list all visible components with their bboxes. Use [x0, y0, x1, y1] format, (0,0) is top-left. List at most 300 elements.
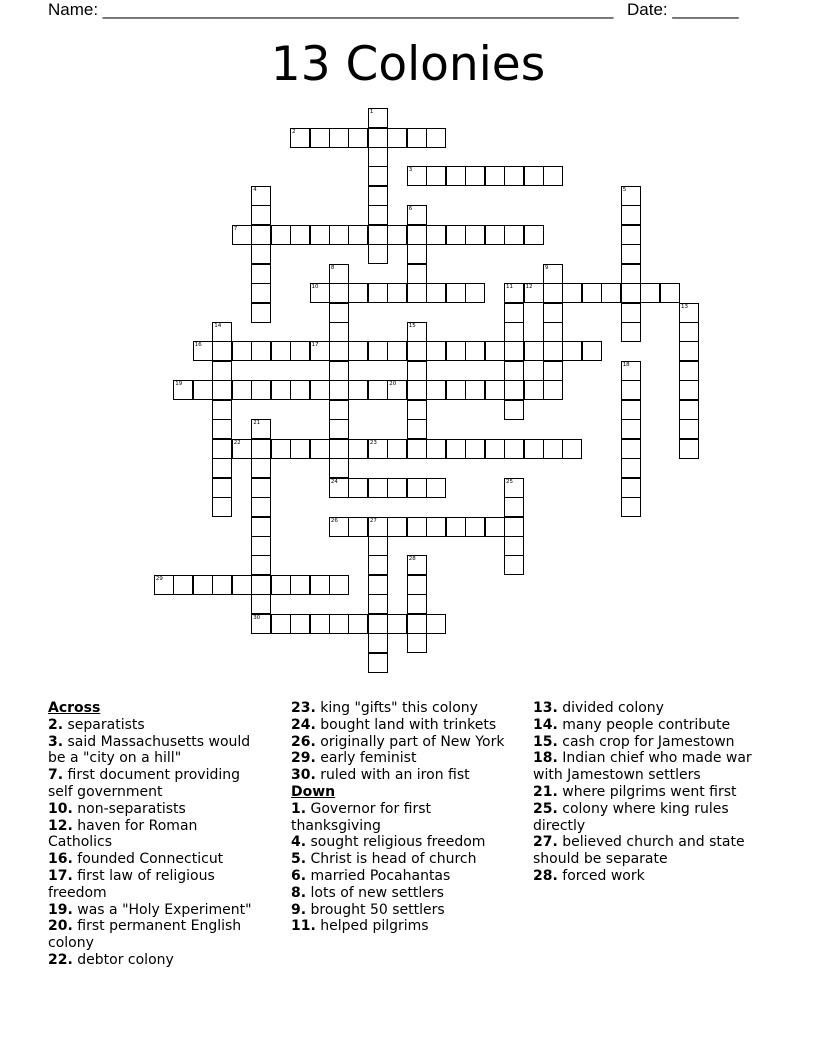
crossword-cell[interactable] — [368, 108, 388, 128]
crossword-cell[interactable] — [173, 380, 193, 400]
clue-text: non-separatists — [72, 800, 186, 817]
crossword-cell[interactable] — [621, 400, 641, 420]
crossword-cell[interactable] — [562, 439, 582, 459]
clue-number: 15. — [533, 733, 558, 750]
crossword-cell[interactable] — [251, 614, 271, 634]
crossword-cell[interactable] — [465, 439, 485, 459]
crossword-cell[interactable] — [621, 439, 641, 459]
clue-text: forced work — [557, 867, 645, 884]
crossword-cell[interactable] — [251, 478, 271, 498]
clue-text: many people contribute — [557, 716, 731, 733]
crossword-cell[interactable] — [387, 225, 407, 245]
crossword-cell[interactable] — [485, 439, 505, 459]
crossword-cell[interactable] — [407, 400, 427, 420]
cell-number: 26 — [330, 517, 338, 524]
crossword-cell[interactable] — [679, 341, 699, 361]
crossword-cell[interactable] — [290, 128, 310, 148]
cell-number: 23 — [369, 439, 377, 446]
crossword-cell[interactable] — [310, 439, 330, 459]
crossword-cell[interactable] — [485, 517, 505, 537]
crossword-cell[interactable] — [329, 225, 349, 245]
crossword-cell[interactable] — [212, 341, 232, 361]
crossword-cell[interactable] — [232, 380, 252, 400]
crossword-cell[interactable] — [426, 478, 446, 498]
crossword-cell[interactable] — [290, 225, 310, 245]
crossword-cell[interactable] — [446, 283, 466, 303]
crossword-cell[interactable] — [446, 225, 466, 245]
crossword-cell[interactable] — [679, 303, 699, 323]
crossword-cell[interactable] — [504, 303, 524, 323]
crossword-cell[interactable] — [621, 458, 641, 478]
crossword-cell[interactable] — [504, 166, 524, 186]
clue-text: Indian chief who made war with Jamestown settlers — [533, 750, 752, 784]
crossword-cell[interactable] — [640, 283, 660, 303]
clue-item — [48, 734, 263, 768]
cell-number: 1 — [369, 109, 374, 115]
crossword-cell[interactable] — [368, 478, 388, 498]
crossword-cell[interactable] — [387, 439, 407, 459]
crossword-cell[interactable] — [562, 341, 582, 361]
crossword-cell[interactable] — [407, 614, 427, 634]
clue-item — [533, 784, 768, 801]
crossword-cell[interactable] — [562, 283, 582, 303]
crossword-cell[interactable] — [348, 380, 368, 400]
crossword-cell[interactable] — [426, 283, 446, 303]
cell-number: 24 — [330, 478, 338, 485]
clue-item — [291, 868, 521, 885]
crossword-cell[interactable] — [446, 341, 466, 361]
crossword-cell[interactable] — [251, 283, 271, 303]
crossword-cell[interactable] — [679, 419, 699, 439]
crossword-cell[interactable] — [660, 283, 680, 303]
clue-item — [291, 767, 521, 784]
clue-item — [291, 750, 521, 767]
clue-number: 3. — [48, 733, 64, 750]
clue-item — [533, 801, 768, 835]
crossword-cell[interactable] — [679, 439, 699, 459]
crossword-cell[interactable] — [524, 283, 544, 303]
crossword-cell[interactable] — [621, 303, 641, 323]
crossword-cell[interactable] — [504, 478, 524, 498]
crossword-cell[interactable] — [290, 380, 310, 400]
crossword-cell[interactable] — [251, 458, 271, 478]
crossword-cell[interactable] — [368, 225, 388, 245]
crossword-cell[interactable] — [271, 614, 291, 634]
crossword-cell[interactable] — [310, 380, 330, 400]
crossword-cell[interactable] — [621, 380, 641, 400]
crossword-cell[interactable] — [212, 458, 232, 478]
crossword-cell[interactable] — [543, 380, 563, 400]
crossword-cell[interactable] — [504, 225, 524, 245]
clue-item — [291, 885, 521, 902]
crossword-cell[interactable] — [601, 283, 621, 303]
crossword-cell[interactable] — [504, 536, 524, 556]
clue-text: divided colony — [557, 700, 664, 716]
crossword-cell[interactable] — [251, 497, 271, 517]
crossword-cell[interactable] — [348, 225, 368, 245]
crossword-cell[interactable] — [504, 283, 524, 303]
crossword-cell[interactable] — [504, 497, 524, 517]
crossword-cell[interactable] — [679, 400, 699, 420]
crossword-cell[interactable] — [504, 555, 524, 575]
crossword-cell[interactable] — [543, 283, 563, 303]
crossword-cell[interactable] — [329, 361, 349, 381]
clue-item — [48, 851, 263, 868]
crossword-cell[interactable] — [465, 283, 485, 303]
crossword-cell[interactable] — [251, 594, 271, 614]
crossword-cell[interactable] — [504, 517, 524, 537]
crossword-cell[interactable] — [368, 283, 388, 303]
crossword-cell[interactable] — [329, 303, 349, 323]
crossword-cell[interactable] — [329, 439, 349, 459]
crossword-cell[interactable] — [387, 478, 407, 498]
clue-number: 19. — [48, 901, 73, 918]
clue-number: 10. — [48, 800, 73, 817]
clue-text: helped pilgrims — [315, 918, 429, 935]
crossword-cell[interactable] — [212, 575, 232, 595]
clue-item — [291, 851, 521, 868]
crossword-cell[interactable] — [543, 322, 563, 342]
clue-item — [48, 952, 263, 969]
crossword-cell[interactable] — [407, 419, 427, 439]
crossword-cell[interactable] — [407, 283, 427, 303]
crossword-cell[interactable] — [251, 380, 271, 400]
crossword-cell[interactable] — [621, 264, 641, 284]
crossword-cell[interactable] — [407, 244, 427, 264]
crossword-cell[interactable] — [310, 341, 330, 361]
crossword-cell[interactable] — [212, 322, 232, 342]
crossword-cell[interactable] — [621, 419, 641, 439]
crossword-cell[interactable] — [251, 205, 271, 225]
crossword-cell[interactable] — [329, 380, 349, 400]
crossword-cell[interactable] — [193, 380, 213, 400]
crossword-cell[interactable] — [212, 380, 232, 400]
crossword-cell[interactable] — [368, 517, 388, 537]
crossword-cell[interactable] — [329, 322, 349, 342]
crossword-cell[interactable] — [426, 614, 446, 634]
crossword-cell[interactable] — [310, 225, 330, 245]
crossword-cell[interactable] — [621, 244, 641, 264]
crossword-cell[interactable] — [251, 186, 271, 206]
crossword-cell[interactable] — [368, 633, 388, 653]
clue-number: 21. — [533, 783, 558, 800]
crossword-cell[interactable] — [504, 322, 524, 342]
crossword-cell[interactable] — [465, 225, 485, 245]
crossword-cell[interactable] — [446, 166, 466, 186]
crossword-cell[interactable] — [679, 322, 699, 342]
crossword-cell[interactable] — [504, 400, 524, 420]
clue-number: 23. — [291, 700, 316, 716]
crossword-cell[interactable] — [407, 205, 427, 225]
clue-item — [48, 717, 263, 734]
crossword-cell[interactable] — [251, 341, 271, 361]
crossword-cell[interactable] — [368, 380, 388, 400]
crossword-cell[interactable] — [504, 380, 524, 400]
clue-item — [533, 868, 768, 885]
crossword-cell[interactable] — [465, 380, 485, 400]
crossword-cell[interactable] — [290, 341, 310, 361]
crossword-cell[interactable] — [251, 244, 271, 264]
name-field-label[interactable]: Name: ______________________________________________________ — [48, 0, 614, 19]
crossword-cell[interactable] — [524, 439, 544, 459]
crossword-cell[interactable] — [368, 186, 388, 206]
crossword-cell[interactable] — [212, 497, 232, 517]
crossword-cell[interactable] — [173, 575, 193, 595]
clue-text: was a "Holy Experiment" — [72, 901, 252, 918]
crossword-cell[interactable] — [407, 380, 427, 400]
crossword-cell[interactable] — [407, 322, 427, 342]
crossword-cell[interactable] — [407, 594, 427, 614]
crossword-cell[interactable] — [485, 380, 505, 400]
crossword-cell[interactable] — [407, 478, 427, 498]
crossword-cell[interactable] — [193, 341, 213, 361]
crossword-cell[interactable] — [212, 419, 232, 439]
crossword-cell[interactable] — [329, 264, 349, 284]
crossword-cell[interactable] — [426, 439, 446, 459]
crossword-cell[interactable] — [524, 225, 544, 245]
crossword-cell[interactable] — [407, 128, 427, 148]
crossword-cell[interactable] — [329, 458, 349, 478]
crossword-cell[interactable] — [348, 128, 368, 148]
cell-number: 14 — [214, 322, 222, 329]
crossword-cell[interactable] — [271, 439, 291, 459]
clue-text: first permanent English colony — [48, 918, 242, 952]
clue-number: 9. — [291, 901, 307, 918]
clue-text: Governor for first thanksgiving — [291, 800, 432, 834]
crossword-cell[interactable] — [310, 128, 330, 148]
crossword-cell[interactable] — [504, 361, 524, 381]
crossword-cell[interactable] — [290, 575, 310, 595]
crossword-cell[interactable] — [329, 614, 349, 634]
crossword-cell[interactable] — [329, 341, 349, 361]
crossword-cell[interactable] — [485, 166, 505, 186]
crossword-cell[interactable] — [387, 517, 407, 537]
clue-number: 20. — [48, 918, 73, 935]
crossword-cell[interactable] — [524, 380, 544, 400]
crossword-cell[interactable] — [407, 166, 427, 186]
crossword-cell[interactable] — [582, 341, 602, 361]
crossword-cell[interactable] — [679, 361, 699, 381]
cell-number: 16 — [194, 342, 202, 349]
crossword-cell[interactable] — [426, 225, 446, 245]
crossword-cell[interactable] — [621, 225, 641, 245]
crossword-cell[interactable] — [465, 166, 485, 186]
crossword-cell[interactable] — [329, 400, 349, 420]
crossword-cell[interactable] — [251, 419, 271, 439]
crossword-cell[interactable] — [387, 283, 407, 303]
crossword-cell[interactable] — [368, 147, 388, 167]
crossword-cell[interactable] — [232, 575, 252, 595]
crossword-cell[interactable] — [251, 517, 271, 537]
date-field-label[interactable]: Date: _______ — [627, 0, 739, 19]
cell-number: 12 — [525, 284, 533, 290]
crossword-cell[interactable] — [329, 283, 349, 303]
crossword-cell[interactable] — [251, 555, 271, 575]
cell-number: 11 — [506, 284, 513, 290]
crossword-cell[interactable] — [621, 186, 641, 206]
crossword-cell[interactable] — [232, 225, 252, 245]
crossword-cell[interactable] — [621, 478, 641, 498]
crossword-cell[interactable] — [621, 361, 641, 381]
crossword-cell[interactable] — [348, 283, 368, 303]
crossword-cell[interactable] — [543, 264, 563, 284]
crossword-cell[interactable] — [582, 283, 602, 303]
crossword-cell[interactable] — [426, 380, 446, 400]
clue-text: haven for Roman Catholics — [48, 817, 198, 851]
crossword-cell[interactable] — [368, 205, 388, 225]
clue-text: colony where king rules directly — [533, 800, 729, 834]
crossword-cell[interactable] — [426, 166, 446, 186]
crossword-cell[interactable] — [426, 517, 446, 537]
crossword-cell[interactable] — [271, 380, 291, 400]
crossword-cell[interactable] — [621, 322, 641, 342]
crossword-cell[interactable] — [543, 361, 563, 381]
crossword-cell[interactable] — [407, 439, 427, 459]
crossword-cell[interactable] — [329, 478, 349, 498]
crossword-cell[interactable] — [407, 264, 427, 284]
crossword-cell[interactable] — [329, 128, 349, 148]
clue-item — [291, 834, 521, 851]
crossword-cell[interactable] — [251, 575, 271, 595]
crossword-cell[interactable] — [329, 575, 349, 595]
crossword-cell[interactable] — [621, 205, 641, 225]
crossword-cell[interactable] — [290, 614, 310, 634]
across-heading: Across — [48, 700, 101, 716]
crossword-cell[interactable] — [387, 341, 407, 361]
clue-item — [291, 902, 521, 919]
crossword-cell[interactable] — [621, 497, 641, 517]
clue-item — [533, 700, 768, 717]
clue-item — [48, 868, 263, 902]
crossword-cell[interactable] — [251, 536, 271, 556]
crossword-cell[interactable] — [329, 517, 349, 537]
crossword-cell[interactable] — [348, 341, 368, 361]
clue-number: 1. — [291, 800, 307, 817]
crossword-cell[interactable] — [290, 439, 310, 459]
clue-item — [48, 902, 263, 919]
clue-number: 30. — [291, 767, 316, 784]
crossword-cell[interactable] — [310, 283, 330, 303]
crossword-cell[interactable] — [368, 555, 388, 575]
crossword-cell[interactable] — [543, 303, 563, 323]
crossword-cell[interactable] — [524, 341, 544, 361]
clue-item — [48, 918, 263, 952]
crossword-cell[interactable] — [348, 517, 368, 537]
crossword-cell[interactable] — [543, 439, 563, 459]
crossword-cell[interactable] — [348, 478, 368, 498]
crossword-cell[interactable] — [212, 361, 232, 381]
clue-number: 7. — [48, 767, 64, 784]
crossword-cell[interactable] — [524, 166, 544, 186]
crossword-cell[interactable] — [621, 283, 641, 303]
crossword-cell[interactable] — [387, 614, 407, 634]
clue-item — [533, 717, 768, 734]
crossword-cell[interactable] — [368, 244, 388, 264]
crossword-cell[interactable] — [310, 575, 330, 595]
crossword-cell[interactable] — [368, 594, 388, 614]
clue-text: believed church and state should be separate — [533, 834, 745, 868]
crossword-cell[interactable] — [154, 575, 174, 595]
clue-item — [291, 801, 521, 835]
crossword-cell[interactable] — [446, 439, 466, 459]
clue-text: king "gifts" this colony — [315, 700, 478, 716]
crossword-cell[interactable] — [212, 439, 232, 459]
clue-number: 26. — [291, 733, 316, 750]
crossword-cell[interactable] — [368, 128, 388, 148]
crossword-cell[interactable] — [271, 341, 291, 361]
cell-number: 7 — [233, 225, 238, 232]
crossword-cell[interactable] — [348, 439, 368, 459]
clue-text: where pilgrims went first — [557, 783, 737, 800]
crossword-cell[interactable] — [465, 517, 485, 537]
crossword-cell[interactable] — [407, 633, 427, 653]
crossword-cell[interactable] — [368, 614, 388, 634]
clue-number: 13. — [533, 700, 558, 716]
crossword-cell[interactable] — [407, 517, 427, 537]
crossword-cell[interactable] — [368, 166, 388, 186]
clue-number: 14. — [533, 716, 558, 733]
crossword-cell[interactable] — [368, 575, 388, 595]
clue-number: 4. — [291, 834, 307, 851]
crossword-cell[interactable] — [407, 575, 427, 595]
crossword-cell[interactable] — [251, 439, 271, 459]
crossword-cell[interactable] — [232, 439, 252, 459]
crossword-cell[interactable] — [193, 575, 213, 595]
crossword-cell[interactable] — [504, 341, 524, 361]
crossword-cell[interactable] — [368, 439, 388, 459]
cell-number: 3 — [408, 167, 413, 174]
crossword-cell[interactable] — [368, 653, 388, 673]
crossword-cell[interactable] — [426, 341, 446, 361]
crossword-cell[interactable] — [271, 225, 291, 245]
clue-item — [291, 700, 521, 717]
crossword-cell[interactable] — [251, 264, 271, 284]
crossword-cell[interactable] — [387, 128, 407, 148]
crossword-cell[interactable] — [251, 225, 271, 245]
crossword-cell[interactable] — [212, 400, 232, 420]
crossword-cell[interactable] — [485, 225, 505, 245]
crossword-cell[interactable] — [251, 303, 271, 323]
page-title: 13 Colonies — [270, 37, 546, 92]
cell-number: 4 — [253, 186, 257, 193]
crossword-cell[interactable] — [426, 128, 446, 148]
crossword-cell[interactable] — [446, 380, 466, 400]
crossword-cell[interactable] — [485, 341, 505, 361]
crossword-cell[interactable] — [310, 614, 330, 634]
crossword-cell[interactable] — [446, 517, 466, 537]
crossword-cell[interactable] — [348, 614, 368, 634]
clue-text: sought religious freedom — [306, 834, 486, 851]
crossword-cell[interactable] — [232, 341, 252, 361]
crossword-cell[interactable] — [407, 341, 427, 361]
crossword-cell[interactable] — [368, 341, 388, 361]
crossword-cell[interactable] — [465, 341, 485, 361]
crossword-cell[interactable] — [368, 536, 388, 556]
crossword-cell[interactable] — [543, 341, 563, 361]
crossword-cell[interactable] — [407, 225, 427, 245]
crossword-cell[interactable] — [212, 478, 232, 498]
crossword-cell[interactable] — [271, 575, 291, 595]
crossword-cell[interactable] — [679, 380, 699, 400]
clue-text: ruled with an iron fist — [315, 767, 470, 784]
crossword-cell[interactable] — [387, 380, 407, 400]
crossword-cell[interactable] — [407, 361, 427, 381]
crossword-cell[interactable] — [407, 555, 427, 575]
crossword-cell[interactable] — [504, 439, 524, 459]
crossword-cell[interactable] — [543, 166, 563, 186]
crossword-cell[interactable] — [329, 419, 349, 439]
clue-number: 16. — [48, 851, 73, 868]
